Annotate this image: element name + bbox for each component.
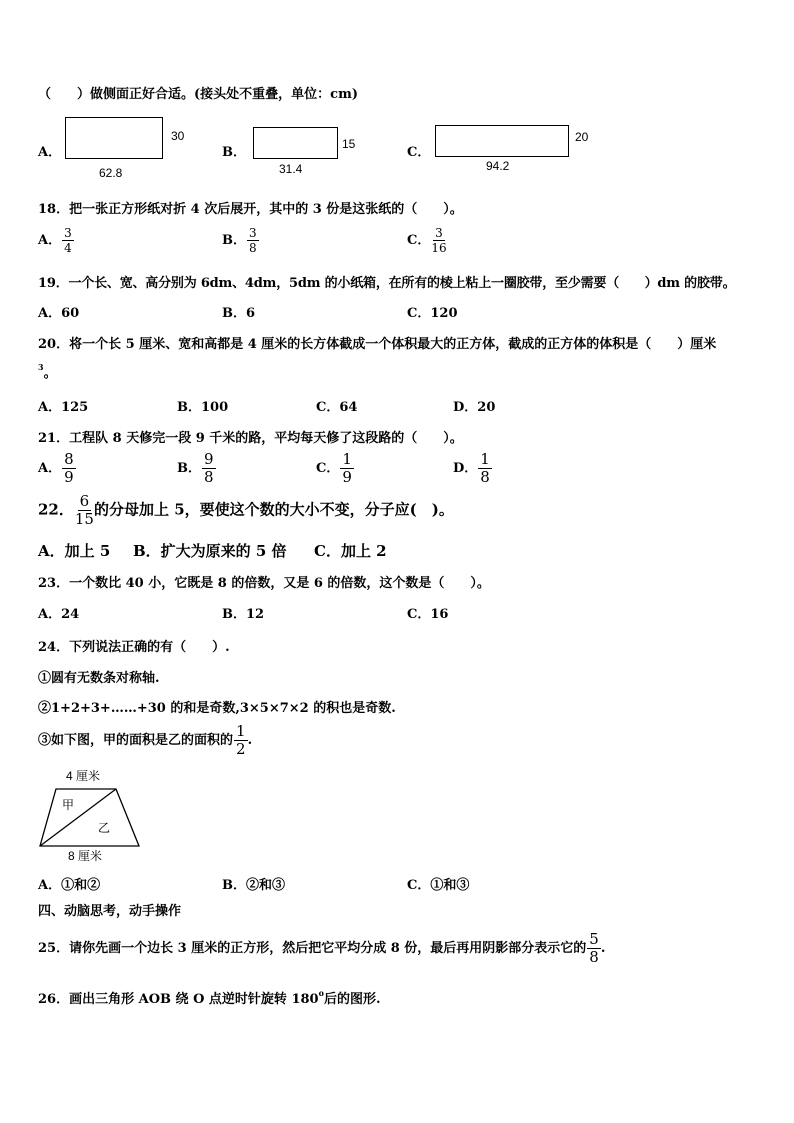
- numerator: 8: [64, 450, 74, 468]
- q17-option-c-height: 20: [575, 130, 589, 144]
- q25-end: .: [600, 941, 606, 956]
- q24-stem: 24．下列说法正确的有（ ）.: [38, 640, 230, 655]
- q20-stem-end: 。: [43, 366, 57, 381]
- q20-unit-superscript: 3: [38, 362, 44, 372]
- q21-option-c-label: C．: [316, 461, 340, 476]
- numerator: 5: [589, 930, 599, 948]
- q23-option-a: A．24: [38, 607, 80, 622]
- numerator: 3: [64, 226, 72, 240]
- q21-option-a-fraction: [62, 452, 76, 485]
- q24-fraction: [234, 724, 248, 757]
- q17-option-a-height: 30: [171, 129, 185, 143]
- q19-option-a: A．60: [38, 306, 80, 321]
- trapezoid-outline: [40, 789, 139, 846]
- q21-option-d-label: D．: [453, 461, 478, 476]
- q18-option-b-label: B．: [222, 233, 246, 248]
- denominator: 8: [480, 468, 490, 486]
- q25-stem: [38, 932, 605, 965]
- q21-option-d-fraction: [478, 452, 492, 485]
- q21-option-c-fraction: [340, 452, 354, 485]
- q17-option-b-rect: [253, 127, 338, 159]
- q21-stem: 21．工程队 8 天修完一段 9 千米的路，平均每天修了这段路的（ ）。: [38, 431, 463, 446]
- q22-fraction: [75, 494, 94, 527]
- q20-stem: 20．将一个长 5 厘米、宽和高都是 4 厘米的长方体截成一个体积最大的正方体，截成的正方体的体积是（ ）厘米: [38, 337, 717, 352]
- q24-option-b: B．②和③: [222, 878, 285, 893]
- q17-option-b-label: B．: [222, 145, 246, 160]
- q25-fraction: [587, 932, 601, 965]
- q22-number: 22．: [38, 500, 74, 519]
- q24-statement-2: ②1+2+3+……+30 的和是奇数,3×5×7×2 的积也是奇数.: [38, 701, 396, 716]
- q22-option-c: C．加上 2: [314, 542, 387, 560]
- numerator: 1: [480, 450, 490, 468]
- region-yi-label: 乙: [98, 821, 111, 835]
- q18-option-b-fraction: [247, 227, 259, 254]
- q20-option-a: A．125: [38, 400, 89, 415]
- q20-option-b: B．100: [177, 400, 229, 415]
- q23-option-b: B．12: [222, 607, 265, 622]
- q17-option-a-rect: [65, 117, 163, 159]
- q18-option-a: [38, 227, 74, 254]
- q18-stem: 18．把一张正方形纸对折 4 次后展开，其中的 3 份是这张纸的（ ）。: [38, 202, 463, 217]
- q21-option-b-label: B．: [177, 461, 201, 476]
- section-4-heading: 四、动脑思考，动手操作: [38, 904, 182, 919]
- numerator: 3: [249, 226, 257, 240]
- denominator: 8: [204, 468, 214, 486]
- q26-text: 26．画出三角形 AOB 绕 O 点逆时针旋转 180: [38, 992, 319, 1007]
- q17-option-b-height: 15: [342, 137, 356, 151]
- q21-option-a-label: A．: [38, 461, 62, 476]
- q21-option-b-fraction: [202, 452, 216, 485]
- q21-option-c: [316, 452, 354, 485]
- q20-option-d: D．20: [453, 400, 496, 415]
- q23-stem: 23．一个数比 40 小，它既是 8 的倍数，又是 6 的倍数，这个数是（ ）。: [38, 576, 490, 591]
- q17-option-c-rect: [435, 125, 569, 157]
- q18-option-c-fraction: [431, 227, 446, 254]
- denominator: 16: [431, 241, 447, 255]
- q18-option-c: [407, 227, 447, 254]
- trapezoid-figure: [36, 784, 142, 848]
- q22-text: 的分母加上 5，要使这个数的大小不变，分子应( )。: [93, 500, 454, 519]
- numerator: 1: [342, 450, 352, 468]
- q22-option-a: A．加上 5: [38, 542, 111, 560]
- denominator: 15: [74, 510, 94, 528]
- q17-option-c-label: C．: [407, 145, 431, 160]
- q24-statement-1: ①圆有无数条对称轴.: [38, 671, 160, 686]
- q20-option-c: C．64: [316, 400, 358, 415]
- denominator: 9: [64, 468, 74, 486]
- denominator: 8: [589, 948, 599, 966]
- numerator: 9: [204, 450, 214, 468]
- q18-option-c-label: C．: [407, 233, 431, 248]
- q24-option-c: C．①和③: [407, 878, 470, 893]
- q21-option-d: [453, 452, 492, 485]
- q18-option-a-fraction: [62, 227, 74, 254]
- q24-option-a: A．①和②: [38, 878, 101, 893]
- numerator: 3: [435, 226, 443, 240]
- denominator: 8: [249, 241, 257, 255]
- q21-option-a: [38, 452, 76, 485]
- denominator: 4: [64, 241, 72, 255]
- q18-option-a-label: A．: [38, 233, 62, 248]
- numerator: 6: [79, 492, 90, 510]
- region-jia-label: 甲: [62, 798, 75, 812]
- q24-statement-3-text: ③如下图，甲的面积是乙的面积的: [38, 733, 234, 748]
- q20-stem-cont: [38, 362, 57, 381]
- numerator: 1: [236, 722, 246, 740]
- q26-degree: o: [318, 988, 324, 998]
- q19-option-c: C．120: [407, 306, 458, 321]
- q17-option-c-width: 94.2: [486, 159, 510, 173]
- q19-option-b: B．6: [222, 306, 256, 321]
- denominator: 9: [342, 468, 352, 486]
- q23-option-c: C．16: [407, 607, 449, 622]
- denominator: 2: [236, 740, 246, 758]
- trapezoid-bottom-label: 8 厘米: [68, 849, 103, 863]
- q18-option-b: [222, 227, 259, 254]
- q22-option-b: B．扩大为原来的 5 倍: [133, 542, 287, 560]
- q25-text: 25．请你先画一个边长 3 厘米的正方形，然后把它平均分成 8 份，最后再用阴影部分表示它的: [38, 941, 587, 956]
- q24-statement-3: [38, 724, 252, 757]
- q17-option-a-width: 62.8: [99, 166, 123, 180]
- q17-option-b-width: 31.4: [279, 162, 303, 176]
- q21-option-b: [177, 452, 216, 485]
- q22-stem: [38, 494, 454, 527]
- trapezoid-diagonal: [40, 789, 116, 846]
- q17-stem: （ ）做侧面正好合适。(接头处不重叠，单位：cm): [38, 87, 358, 102]
- q26-stem: [38, 988, 380, 1007]
- q26-end: 后的图形.: [323, 992, 381, 1007]
- q17-option-a-label: A．: [38, 145, 62, 160]
- trapezoid-top-label: 4 厘米: [66, 769, 101, 783]
- q19-stem: 19．一个长、宽、高分别为 6dm、4dm，5dm 的小纸箱，在所有的棱上粘上一圈胶带，至少需要（ ）dm 的胶带。: [38, 276, 736, 291]
- q24-statement-3-end: .: [247, 733, 253, 748]
